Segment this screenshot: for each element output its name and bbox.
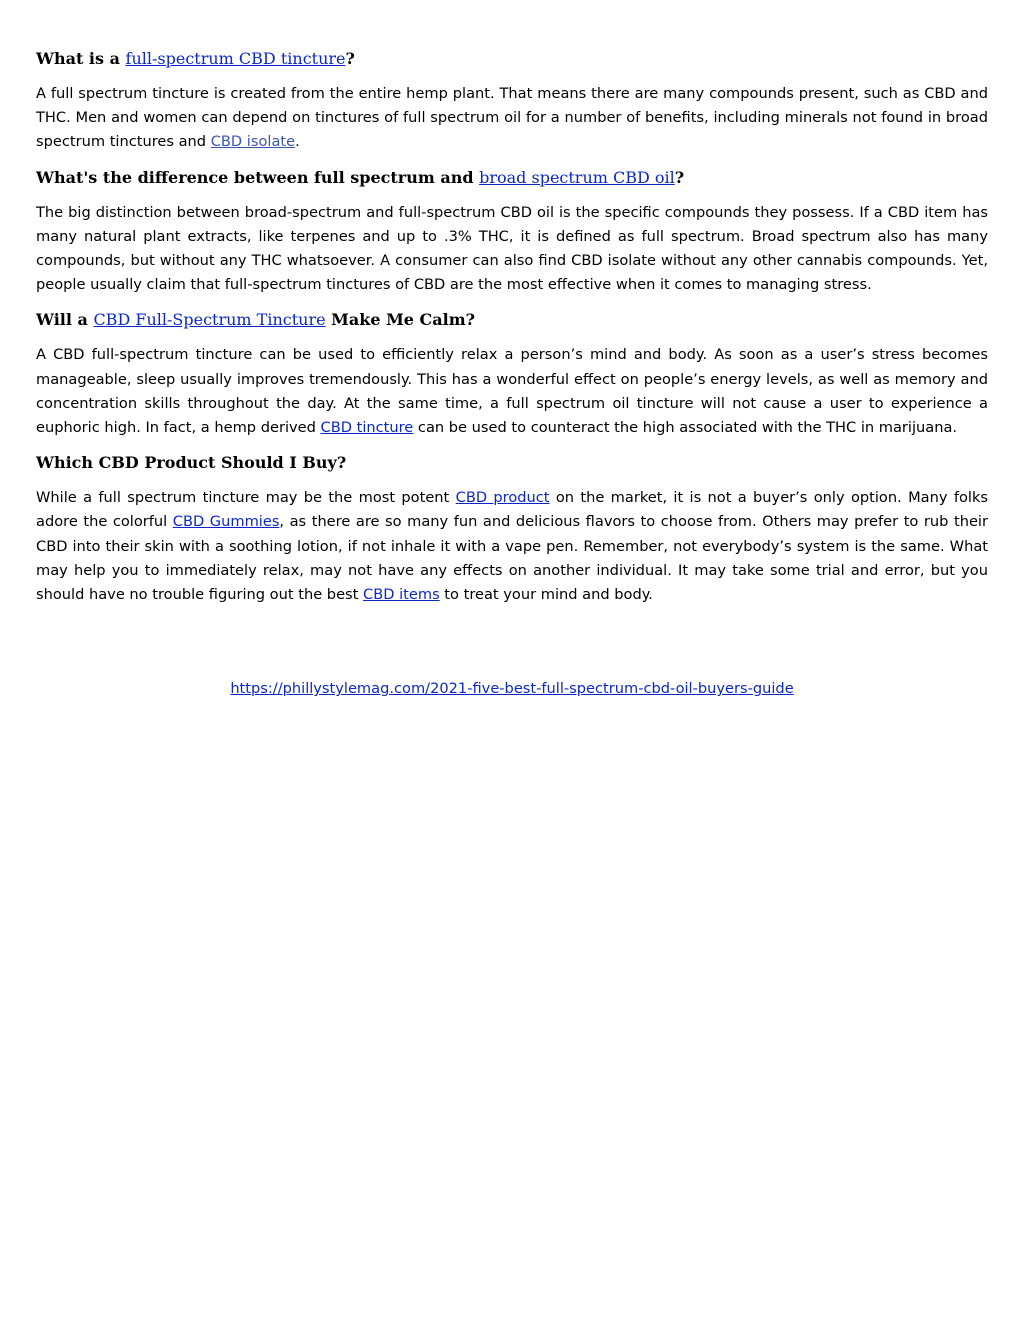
paragraph-make-me-calm: [36, 343, 988, 440]
paragraph-text: on the market, it is not a buyer’s only option. Many folks adore the colorful: [36, 489, 989, 531]
paragraph-text: A CBD full-spectrum tincture can be used to efficiently relax a person’s mind and body. As soon as a user’s stress becomes manageable, sleep usually improves tremendously. This has a wonderful effect on people’s energy levels, as well as memory and concentration skills throughout the day. At the same time, a full spectrum oil tincture will not cause a user to experience a euphoric high. In fact, a hemp derived: [36, 346, 988, 437]
paragraph-text: can be used to counteract the high associated with the THC in marijuana.: [413, 419, 958, 437]
cbd-items-link[interactable]: CBD items: [363, 586, 440, 604]
heading-difference: [36, 167, 988, 189]
paragraph-text: The big distinction between broad-spectrum and full-spectrum CBD oil is the specific compounds they possess. If a CBD item has many natural plant extracts, like terpenes and up to .3% THC, it is defined as full spectrum. Broad spectrum also has many compounds, but without any THC whatsoever. A consumer can also find CBD isolate without any other cannabis compounds. Yet, people usually claim that full-spectrum tinctures of CBD are the most effective when it comes to managing stress.: [36, 203, 988, 294]
heading-text: Make Me Calm?: [325, 310, 476, 330]
cbd-product-link[interactable]: CBD product: [455, 489, 550, 507]
heading-text: ?: [674, 167, 685, 187]
heading-what-is-full-spectrum: [36, 48, 988, 70]
source-url-link[interactable]: https://phillystylemag.com/2021-five-best-full-spectrum-cbd-oil-buyers-guide: [230, 680, 794, 697]
heading-text: Will a: [36, 310, 94, 330]
paragraph-text: While a full spectrum tincture may be the most potent: [36, 489, 456, 507]
paragraph-what-is-full-spectrum: [36, 82, 988, 155]
paragraph-text: A full spectrum tincture is created from the entire hemp plant. That means there are many compounds present, such as CBD and THC. Men and women can depend on tinctures of full spectrum oil for a number of benefits, including minerals not found in broad spectrum tinctures and: [36, 85, 988, 151]
paragraph-text: , as there are so many fun and delicious flavors to choose from. Others may prefer to rub their CBD into their skin with a soothing lotion, if not inhale it with a vape pen. Remember, not everybody’s system is the same. What may help you to immediately relax, may not have any effects on another individual. It may take some trial and error, but you should have no trouble figuring out the best: [36, 513, 988, 604]
heading-text: What is a: [36, 49, 126, 68]
paragraph-which-product: [36, 486, 988, 607]
paragraph-text: to treat your mind and body.: [439, 586, 653, 604]
cbd-tincture-link[interactable]: CBD tincture: [320, 419, 414, 437]
cbd-isolate-link[interactable]: CBD isolate: [210, 133, 296, 151]
paragraph-text: .: [295, 133, 300, 151]
heading-make-me-calm: [36, 309, 988, 331]
heading-which-product: Which CBD Product Should I Buy?: [36, 453, 347, 473]
document-body: [36, 48, 988, 619]
full-spectrum-cbd-tincture-link[interactable]: full-spectrum CBD tincture: [125, 49, 346, 68]
heading-text: ?: [345, 49, 355, 68]
source-link-container: [0, 678, 1024, 700]
heading-text: What's the difference between full spectrum and: [36, 167, 480, 187]
cbd-full-spectrum-tincture-link[interactable]: CBD Full-Spectrum Tincture: [93, 310, 326, 330]
cbd-gummies-link[interactable]: CBD Gummies: [172, 513, 280, 531]
paragraph-difference: [36, 201, 988, 298]
broad-spectrum-cbd-oil-link[interactable]: broad spectrum CBD oil: [479, 167, 675, 187]
